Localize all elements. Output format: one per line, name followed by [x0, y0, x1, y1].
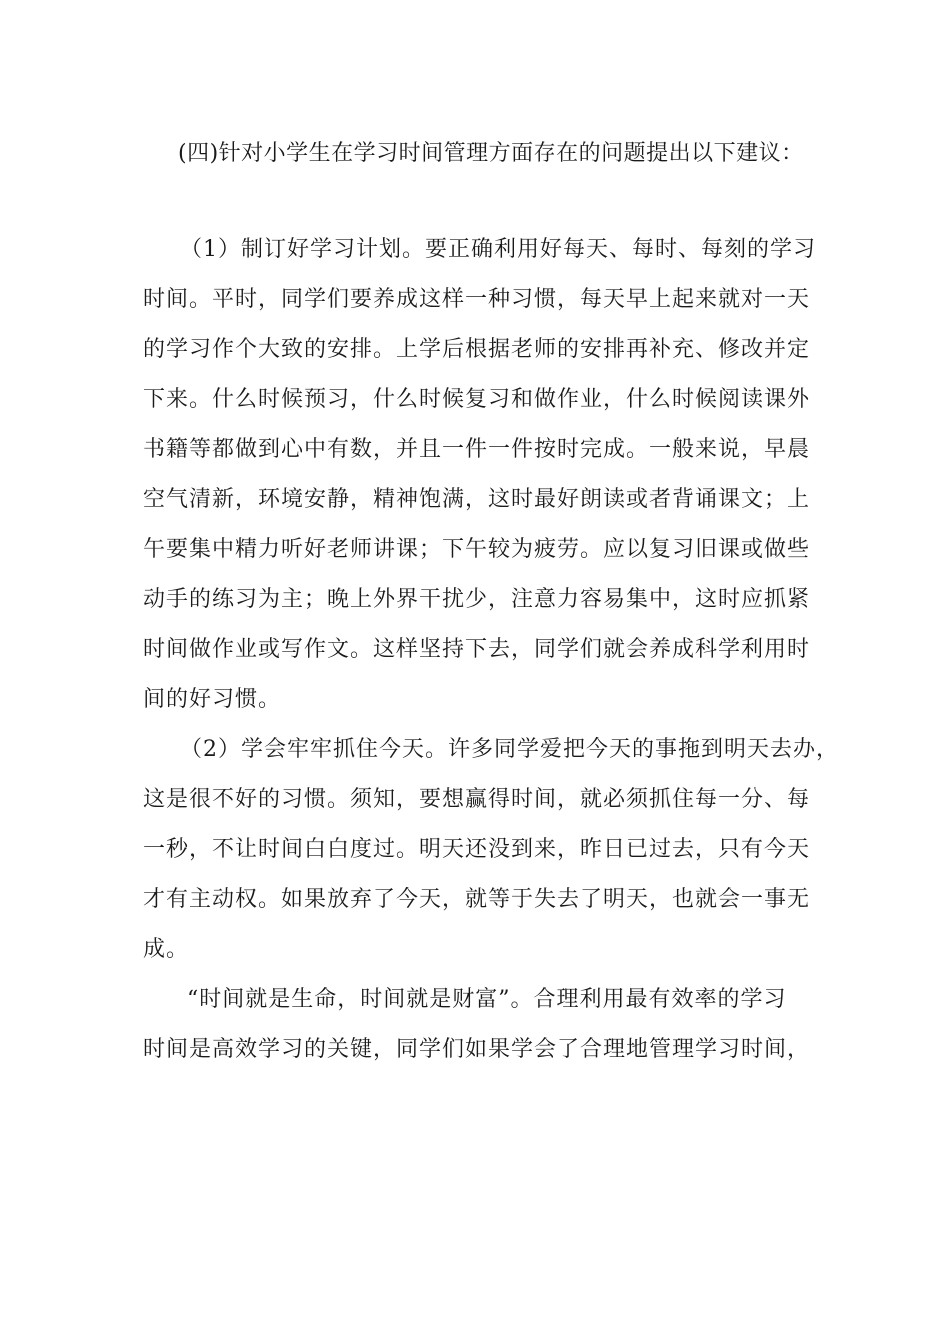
paragraph-3-line-1: “时间就是生命，时间就是财富”。合理利用最有效率的学习: [187, 987, 787, 1012]
paragraph-3-line-2: 时间是高效学习的关键，同学们如果学会了合理地管理学习时间，: [143, 1037, 811, 1062]
paragraph-1-line-5: 书籍等都做到心中有数，并且一件一件按时完成。一般来说，早晨: [143, 437, 811, 462]
paragraph-1-line-3: 的学习作个大致的安排。上学后根据老师的安排再补充、修改并定: [143, 337, 811, 362]
paragraph-2-line-5: 成。: [143, 937, 190, 962]
paragraph-1-line-6: 空气清新，环境安静，精神饱满，这时最好朗读或者背诵课文；上: [143, 487, 811, 512]
section-heading: (四)针对小学生在学习时间管理方面存在的问题提出以下建议：: [178, 141, 804, 166]
paragraph-1-line-10: 间的好习惯。: [143, 687, 282, 712]
paragraph-1-line-4: 下来。什么时候预习，什么时候复习和做作业，什么时候阅读课外: [143, 387, 811, 412]
paragraph-1-line-8: 动手的练习为主；晚上外界干扰少，注意力容易集中，这时应抓紧: [143, 587, 811, 612]
paragraph-2-line-2: 这是很不好的习惯。须知，要想赢得时间，就必须抓住每一分、每: [143, 787, 811, 812]
paragraph-1-line-2: 时间。平时，同学们要养成这样一种习惯，每天早上起来就对一天: [143, 287, 811, 312]
paragraph-1-line-9: 时间做作业或写作文。这样坚持下去，同学们就会养成科学利用时: [143, 637, 811, 662]
paragraph-1-line-7: 午要集中精力听好老师讲课；下午较为疲劳。应以复习旧课或做些: [143, 537, 811, 562]
paragraph-1-line-1: （1）制订好学习计划。要正确利用好每天、每时、每刻的学习: [180, 237, 816, 262]
paragraph-2-line-4: 才有主动权。如果放弃了今天，就等于失去了明天，也就会一事无: [143, 887, 811, 912]
paragraph-2-line-1: （2）学会牢牢抓住今天。许多同学爱把今天的事拖到明天去办，: [180, 737, 839, 762]
paragraph-2-line-3: 一秒，不让时间白白度过。明天还没到来，昨日已过去，只有今天: [143, 837, 811, 862]
